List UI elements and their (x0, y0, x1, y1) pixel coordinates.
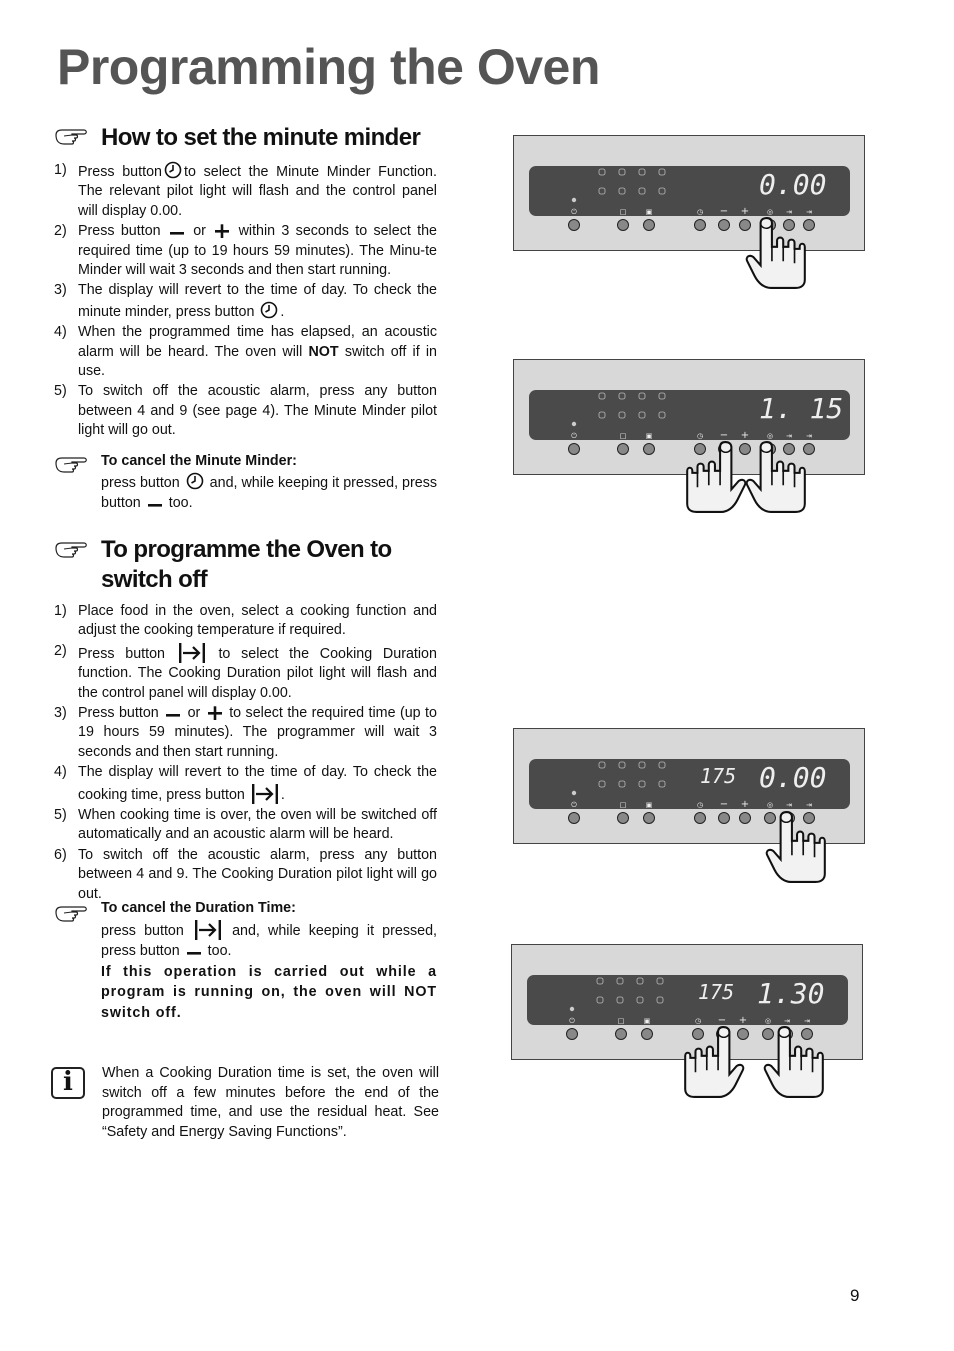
minus-icon (147, 494, 163, 510)
list-item: 1) Press button to select the Minute Minder Function. The relevant pilot light will flash and the control panel will display 0.00. (54, 162, 437, 219)
panel-button (569, 444, 580, 455)
finger-press-icon (764, 810, 826, 884)
plus-icon (207, 704, 223, 720)
cooking-duration-icon (194, 919, 222, 941)
minus-icon (169, 222, 185, 238)
button-symbol: ⇥ (806, 432, 812, 440)
list-item: 5) To switch off the acoustic alarm, press any button between 4 and 9 (see page 4). The Minute Minder pilot light will go out. (54, 383, 437, 439)
button-symbol: + (738, 1015, 748, 1026)
button-symbol: ◷ (696, 208, 704, 216)
button-symbol: ◎ (766, 208, 774, 216)
list-item: 3) Press button or to select the required time (up to 19 hours 59 minutes). The programmer will wait 3 seconds and then start running. (54, 705, 437, 760)
temperature-readout: 175 (700, 764, 737, 788)
panel-button (642, 1029, 653, 1040)
info-note: When a Cooking Duration time is set, the oven will switch off a few minutes before the end of the programmed time, and use the residual heat. See “Safety and Energy Saving Functions”. (102, 1065, 439, 1140)
panel-button (644, 220, 655, 231)
button-symbol: ▣ (645, 208, 653, 216)
cooking-duration-icon (178, 642, 206, 664)
panel-button (618, 444, 629, 455)
button-symbol: ⏻ (571, 208, 577, 216)
list-item: 4) When the programmed time has elapsed, an acoustic alarm will be heard. The oven will NOT switch off if in use. (54, 324, 437, 380)
finger-press-icon (744, 440, 806, 514)
button-symbol: □ (619, 432, 627, 440)
section-heading-minute-minder: How to set the minute minder (101, 124, 421, 151)
page-number: 9 (850, 1286, 860, 1305)
panel-button (569, 220, 580, 231)
cooking-duration-icon (251, 783, 279, 805)
cancel-duration-note: To cancel the Duration Time: press button and, while keeping it pressed, press button too. If this operation is carried out while a program is running on, the oven will NOT switch off. (101, 898, 437, 1023)
button-symbol: + (740, 206, 750, 217)
finger-press-icon (686, 440, 748, 514)
button-symbol: − (719, 206, 729, 217)
button-symbol: ⇥ (806, 208, 812, 216)
finger-press-icon (684, 1025, 746, 1099)
time-readout: 0.00 (759, 761, 827, 794)
panel-button (567, 1029, 578, 1040)
list-item: 2) Press button or within 3 seconds to select the required time (up to 19 hours 59 minutes). The Minu-te Minder will wait 3 seconds and then start running. (54, 223, 437, 279)
panel-button (719, 220, 730, 231)
time-readout: 0.00 (759, 168, 827, 201)
button-symbol: ⇥ (804, 1017, 810, 1025)
warning-text: If this operation is carried out while a program is running on, the oven will NOT switch off. (101, 963, 437, 1021)
button-symbol: ⇥ (786, 208, 792, 216)
minute-minder-steps (54, 161, 437, 442)
pilot-light (572, 791, 576, 795)
pilot-light (572, 422, 576, 426)
pointing-hand-icon (54, 126, 92, 148)
button-symbol: − (719, 799, 729, 810)
button-symbol: ◷ (696, 432, 704, 440)
button-symbol: ◎ (764, 1017, 772, 1025)
button-symbol: ▣ (643, 1017, 651, 1025)
button-symbol: ⏻ (569, 1017, 575, 1025)
panel-button (618, 220, 629, 231)
pilot-light (570, 1007, 574, 1011)
pointing-hand-icon (54, 903, 92, 925)
list-item: 3) The display will revert to the time of day. To check the minute minder, press button . (54, 282, 437, 320)
info-icon: i (51, 1067, 85, 1099)
list-item: 5) When cooking time is over, the oven will be switched off automatically and an acoustic alarm will be heard. (54, 807, 437, 843)
button-symbol: ◷ (696, 801, 704, 809)
button-symbol: ▣ (645, 801, 653, 809)
button-symbol: ▣ (645, 432, 653, 440)
switch-off-steps (54, 602, 437, 905)
clock-icon (260, 301, 278, 319)
button-symbol: ⏻ (571, 432, 577, 440)
pointing-hand-icon (54, 454, 92, 476)
clock-icon (164, 161, 182, 179)
button-symbol: ⇥ (806, 801, 812, 809)
button-symbol: − (719, 430, 729, 441)
pilot-light (572, 198, 576, 202)
button-symbol: + (740, 799, 750, 810)
control-panel-illustration (513, 135, 865, 251)
temperature-readout: 175 (698, 980, 735, 1004)
panel-button (616, 1029, 627, 1040)
panel-button (644, 444, 655, 455)
list-item: 4) The display will revert to the time of day. To check the cooking time, press button . (54, 764, 437, 803)
button-symbol: ◎ (766, 432, 774, 440)
time-readout: 1. 15 (759, 392, 844, 425)
panel-button (695, 813, 706, 824)
clock-icon (186, 472, 204, 490)
panel-button (569, 813, 580, 824)
finger-press-icon (762, 1025, 824, 1099)
button-symbol: □ (619, 208, 627, 216)
button-symbol: ◷ (694, 1017, 702, 1025)
panel-button (644, 813, 655, 824)
section-heading-switch-off: To programme the Oven to switch off (101, 536, 392, 593)
panel-button (719, 813, 730, 824)
button-symbol: ⇥ (786, 801, 792, 809)
time-readout: 1.30 (757, 977, 825, 1010)
finger-press-icon (744, 216, 806, 290)
minus-icon (186, 942, 202, 958)
minus-icon (165, 704, 181, 720)
list-item: 6) To switch off the acoustic alarm, press any button between 4 and 9. The Cooking Duration pilot light will go out. (54, 846, 437, 902)
cancel-minute-minder-note: To cancel the Minute Minder: press button and, while keeping it pressed, press button too. (101, 453, 437, 511)
button-symbol: ⇥ (786, 432, 792, 440)
list-item: 2) Press button to select the Cooking Duration function. The Cooking Duration pilot light will flash and the control panel will display 0.00. (54, 642, 437, 701)
panel-button (740, 813, 751, 824)
panel-button (695, 220, 706, 231)
panel-button (618, 813, 629, 824)
button-symbol: ⏻ (571, 801, 577, 809)
button-symbol: ⇥ (784, 1017, 790, 1025)
button-symbol: □ (617, 1017, 625, 1025)
button-symbol: + (740, 430, 750, 441)
button-symbol: − (717, 1015, 727, 1026)
pointing-hand-icon (54, 539, 92, 561)
page-title: Programming the Oven (57, 39, 600, 95)
list-item: 1) Place food in the oven, select a cooking function and adjust the cooking temperature if required. (54, 603, 437, 639)
button-symbol: □ (619, 801, 627, 809)
plus-icon (214, 222, 230, 238)
button-symbol: ◎ (766, 801, 774, 809)
